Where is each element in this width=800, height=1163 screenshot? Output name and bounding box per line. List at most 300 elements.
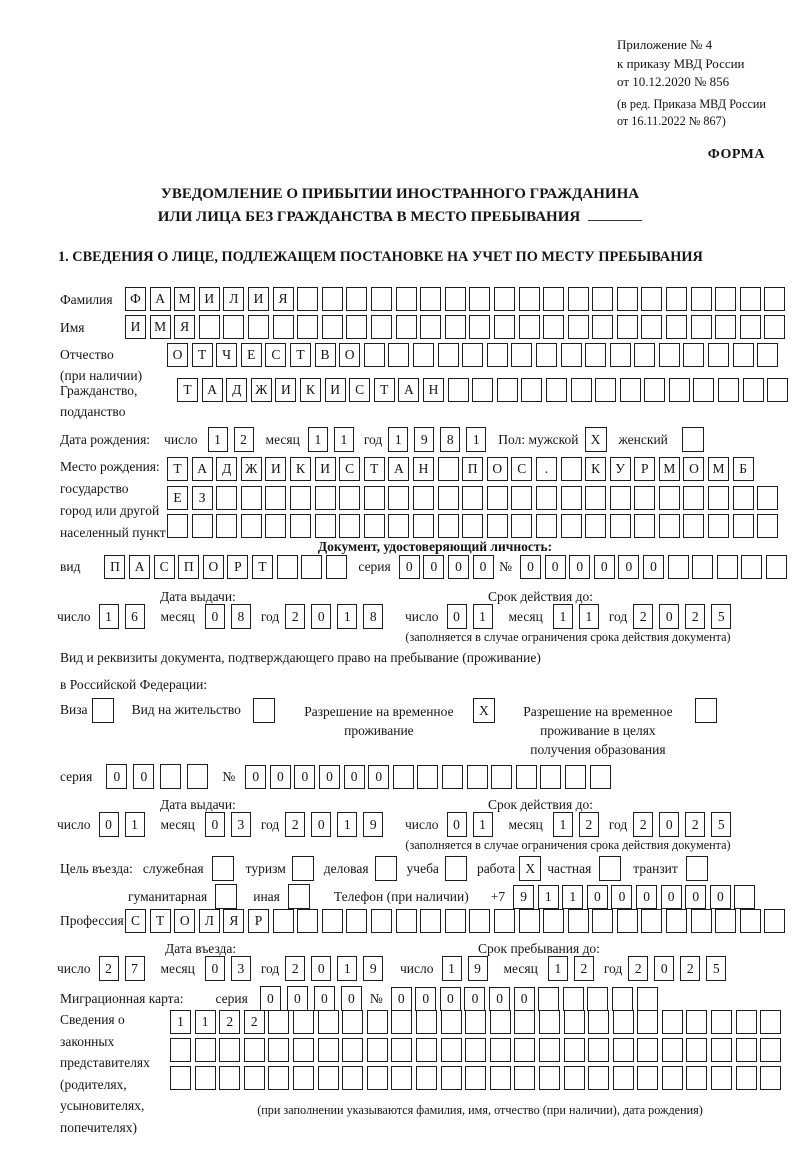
form-cell[interactable] [683,343,704,367]
form-cell[interactable] [708,514,729,538]
form-cell[interactable]: И [315,457,336,481]
form-cell[interactable] [367,1066,388,1090]
form-cell[interactable] [273,315,294,339]
male-checkbox[interactable] [585,427,607,452]
form-cell[interactable]: 0 [368,765,389,789]
stay-year-cells[interactable] [628,956,732,981]
form-cell[interactable] [565,765,586,789]
form-cell[interactable] [662,1010,683,1034]
form-cell[interactable]: 0 [545,555,566,579]
form-cell[interactable]: 1 [195,1010,216,1034]
form-cell[interactable] [391,1066,412,1090]
purpose-humanitarian-checkbox[interactable] [215,884,237,909]
form-cell[interactable]: 1 [308,427,328,452]
residence-valid-year-cells[interactable] [633,812,737,837]
form-cell[interactable] [708,486,729,510]
form-cell[interactable] [490,1038,511,1062]
form-cell[interactable]: З [192,486,213,510]
form-cell[interactable] [641,315,662,339]
form-cell[interactable]: 0 [311,604,331,629]
representatives-cells-row1[interactable] [170,1010,785,1034]
form-cell[interactable] [494,909,515,933]
form-cell[interactable]: 2 [285,604,305,629]
form-cell[interactable]: О [203,555,224,579]
form-cell[interactable]: О [487,457,508,481]
form-cell[interactable] [757,343,778,367]
form-cell[interactable] [490,1010,511,1034]
form-cell[interactable] [445,909,466,933]
form-cell[interactable] [393,765,414,789]
form-cell[interactable] [438,514,459,538]
form-cell[interactable]: П [104,555,125,579]
form-cell[interactable] [588,1010,609,1034]
form-cell[interactable] [588,1066,609,1090]
form-cell[interactable] [736,1038,757,1062]
residence-number-cells[interactable] [245,765,614,789]
form-cell[interactable] [215,884,237,909]
form-cell[interactable] [364,343,385,367]
form-cell[interactable]: 2 [285,812,305,837]
form-cell[interactable] [734,885,755,909]
doc-valid-day-cells[interactable] [447,604,499,629]
form-cell[interactable] [644,378,665,402]
form-cell[interactable] [445,315,466,339]
form-cell[interactable] [248,315,269,339]
form-cell[interactable] [371,315,392,339]
form-cell[interactable] [718,378,739,402]
form-cell[interactable] [741,555,762,579]
form-cell[interactable] [490,1066,511,1090]
form-cell[interactable]: 0 [311,956,331,981]
form-cell[interactable]: Б [733,457,754,481]
form-cell[interactable]: 0 [659,604,679,629]
form-cell[interactable]: X [519,856,541,881]
form-cell[interactable]: 0 [399,555,420,579]
form-cell[interactable]: 0 [205,956,225,981]
form-cell[interactable] [216,514,237,538]
form-cell[interactable]: 0 [423,555,444,579]
form-cell[interactable] [346,909,367,933]
form-cell[interactable] [375,856,397,881]
form-cell[interactable] [342,1010,363,1034]
form-cell[interactable]: Д [216,457,237,481]
form-cell[interactable] [160,764,181,789]
form-cell[interactable] [634,486,655,510]
form-cell[interactable] [519,287,540,311]
form-cell[interactable] [546,378,567,402]
purpose-other-checkbox[interactable] [288,884,310,909]
form-cell[interactable] [736,1010,757,1034]
form-cell[interactable]: 1 [125,812,145,837]
form-cell[interactable] [469,315,490,339]
form-cell[interactable] [691,315,712,339]
form-cell[interactable]: К [585,457,606,481]
form-cell[interactable] [521,378,542,402]
form-cell[interactable] [595,378,616,402]
form-cell[interactable] [241,486,262,510]
form-cell[interactable] [441,1010,462,1034]
form-cell[interactable] [514,1038,535,1062]
form-cell[interactable] [519,315,540,339]
form-cell[interactable]: С [265,343,286,367]
form-cell[interactable] [367,1038,388,1062]
citizenship-cells[interactable] [177,378,792,402]
form-cell[interactable] [371,287,392,311]
purpose-work-checkbox[interactable] [519,856,541,881]
form-cell[interactable] [592,909,613,933]
form-cell[interactable] [659,343,680,367]
form-cell[interactable]: Т [290,343,311,367]
form-cell[interactable]: 1 [442,956,462,981]
form-cell[interactable]: Я [174,315,195,339]
form-cell[interactable] [318,1038,339,1062]
form-cell[interactable] [564,1066,585,1090]
form-cell[interactable] [413,343,434,367]
form-cell[interactable] [442,765,463,789]
form-cell[interactable]: 2 [680,956,700,981]
form-cell[interactable] [760,1066,781,1090]
form-cell[interactable] [92,698,114,723]
form-cell[interactable]: 1 [579,604,599,629]
form-cell[interactable]: 0 [344,765,365,789]
form-cell[interactable] [610,514,631,538]
doc-issue-day-cells[interactable] [99,604,151,629]
form-cell[interactable] [438,343,459,367]
form-cell[interactable]: С [349,378,370,402]
form-cell[interactable] [441,1038,462,1062]
form-cell[interactable]: И [265,457,286,481]
form-cell[interactable]: И [199,287,220,311]
form-cell[interactable] [487,343,508,367]
form-cell[interactable]: Т [177,378,198,402]
form-cell[interactable] [659,514,680,538]
form-cell[interactable]: 1 [473,812,493,837]
form-cell[interactable] [462,343,483,367]
form-cell[interactable] [613,1066,634,1090]
birth-day-cells[interactable] [208,427,260,452]
form-cell[interactable] [487,486,508,510]
form-cell[interactable] [610,486,631,510]
form-cell[interactable]: С [154,555,175,579]
phone-cells[interactable] [513,885,759,909]
form-cell[interactable] [388,486,409,510]
form-cell[interactable] [195,1066,216,1090]
form-cell[interactable]: П [178,555,199,579]
form-cell[interactable] [585,343,606,367]
form-cell[interactable] [187,764,208,789]
form-cell[interactable]: С [511,457,532,481]
form-cell[interactable] [563,987,584,1011]
form-cell[interactable] [293,1066,314,1090]
form-cell[interactable]: 3 [231,956,251,981]
form-cell[interactable] [241,514,262,538]
form-cell[interactable]: О [339,343,360,367]
form-cell[interactable]: Р [634,457,655,481]
form-cell[interactable] [192,514,213,538]
form-cell[interactable]: 0 [106,764,127,789]
form-cell[interactable] [199,315,220,339]
form-cell[interactable] [416,1010,437,1034]
form-cell[interactable] [691,287,712,311]
form-cell[interactable] [494,315,515,339]
form-cell[interactable] [733,514,754,538]
form-cell[interactable]: 0 [661,885,682,909]
form-cell[interactable] [686,1010,707,1034]
form-cell[interactable]: 8 [440,427,460,452]
form-cell[interactable]: 0 [205,604,225,629]
form-cell[interactable] [417,765,438,789]
migration-number-cells[interactable] [391,987,662,1011]
form-cell[interactable] [448,378,469,402]
form-cell[interactable]: Ж [241,457,262,481]
form-cell[interactable] [273,909,294,933]
purpose-study-checkbox[interactable] [445,856,467,881]
form-cell[interactable] [613,1038,634,1062]
form-cell[interactable]: 0 [473,555,494,579]
form-cell[interactable]: 1 [334,427,354,452]
form-cell[interactable] [764,909,785,933]
form-cell[interactable]: М [150,315,171,339]
form-cell[interactable] [487,514,508,538]
form-cell[interactable] [564,1038,585,1062]
form-cell[interactable] [371,909,392,933]
form-cell[interactable]: 0 [99,812,119,837]
form-cell[interactable] [668,555,689,579]
form-cell[interactable] [612,987,633,1011]
form-cell[interactable] [617,287,638,311]
form-cell[interactable]: М [174,287,195,311]
form-cell[interactable]: 2 [685,812,705,837]
form-cell[interactable] [568,287,589,311]
form-cell[interactable] [268,1010,289,1034]
form-cell[interactable] [766,555,787,579]
form-cell[interactable]: 2 [685,604,705,629]
entry-year-cells[interactable] [285,956,389,981]
form-cell[interactable]: 0 [287,986,308,1011]
form-cell[interactable] [637,1010,658,1034]
form-cell[interactable]: Н [423,378,444,402]
form-cell[interactable]: 0 [260,986,281,1011]
doc-kind-cells[interactable] [104,555,350,579]
form-cell[interactable]: 0 [205,812,225,837]
form-cell[interactable] [413,514,434,538]
form-cell[interactable] [634,343,655,367]
form-cell[interactable] [315,514,336,538]
form-cell[interactable]: Т [374,378,395,402]
birth-place-cells-row3[interactable] [167,514,782,538]
residence-permit-checkbox[interactable] [253,698,275,723]
form-cell[interactable]: 1 [337,812,357,837]
form-cell[interactable] [760,1010,781,1034]
form-cell[interactable]: 2 [633,604,653,629]
form-cell[interactable]: Ч [216,343,237,367]
form-cell[interactable] [757,486,778,510]
form-cell[interactable] [637,1066,658,1090]
form-cell[interactable] [265,486,286,510]
purpose-tourism-checkbox[interactable] [292,856,314,881]
form-cell[interactable] [472,378,493,402]
form-cell[interactable] [666,315,687,339]
form-cell[interactable]: И [125,315,146,339]
form-cell[interactable] [693,378,714,402]
form-cell[interactable] [438,457,459,481]
form-cell[interactable]: 0 [314,986,335,1011]
form-cell[interactable]: 1 [473,604,493,629]
residence-series-cells[interactable] [106,764,214,789]
form-cell[interactable] [244,1038,265,1062]
form-cell[interactable] [669,378,690,402]
form-cell[interactable] [585,486,606,510]
form-cell[interactable] [764,315,785,339]
form-cell[interactable] [195,1038,216,1062]
form-cell[interactable]: А [129,555,150,579]
stay-month-cells[interactable] [548,956,600,981]
form-cell[interactable] [318,1066,339,1090]
form-cell[interactable] [367,1010,388,1034]
form-cell[interactable] [568,909,589,933]
form-cell[interactable] [315,486,336,510]
form-cell[interactable]: 1 [170,1010,191,1034]
form-cell[interactable] [711,1066,732,1090]
form-cell[interactable] [290,514,311,538]
visa-checkbox[interactable] [92,698,114,723]
form-cell[interactable] [561,457,582,481]
form-cell[interactable] [420,315,441,339]
form-cell[interactable]: Т [167,457,188,481]
form-cell[interactable]: М [659,457,680,481]
form-cell[interactable]: X [473,698,495,723]
form-cell[interactable] [268,1066,289,1090]
form-cell[interactable]: 9 [513,885,534,909]
form-cell[interactable] [288,884,310,909]
form-cell[interactable] [543,315,564,339]
form-cell[interactable] [683,514,704,538]
surname-cells[interactable] [125,287,789,311]
form-cell[interactable] [538,987,559,1011]
female-checkbox[interactable] [682,427,704,452]
form-cell[interactable] [692,555,713,579]
form-cell[interactable] [514,1066,535,1090]
birth-place-cells-row2[interactable] [167,486,782,510]
form-cell[interactable] [462,514,483,538]
form-cell[interactable] [686,856,708,881]
doc-issue-year-cells[interactable] [285,604,389,629]
form-cell[interactable] [767,378,788,402]
form-cell[interactable] [420,909,441,933]
form-cell[interactable] [641,287,662,311]
form-cell[interactable]: Т [364,457,385,481]
form-cell[interactable] [438,486,459,510]
doc-issue-month-cells[interactable] [205,604,257,629]
form-cell[interactable] [170,1066,191,1090]
form-cell[interactable] [715,287,736,311]
form-cell[interactable]: А [150,287,171,311]
form-cell[interactable] [388,343,409,367]
form-cell[interactable] [445,287,466,311]
form-cell[interactable] [253,698,275,723]
form-cell[interactable]: 0 [587,885,608,909]
form-cell[interactable] [346,315,367,339]
residence-issue-year-cells[interactable] [285,812,389,837]
form-cell[interactable] [416,1066,437,1090]
form-cell[interactable]: 0 [447,604,467,629]
form-cell[interactable]: Р [227,555,248,579]
form-cell[interactable]: 0 [341,986,362,1011]
form-cell[interactable] [212,856,234,881]
form-cell[interactable]: 6 [125,604,145,629]
form-cell[interactable] [292,856,314,881]
form-cell[interactable] [391,1010,412,1034]
form-cell[interactable]: Д [226,378,247,402]
form-cell[interactable]: 1 [548,956,568,981]
purpose-official-checkbox[interactable] [212,856,234,881]
form-cell[interactable]: 0 [685,885,706,909]
form-cell[interactable] [682,427,704,452]
form-cell[interactable] [420,287,441,311]
form-cell[interactable] [293,1010,314,1034]
doc-series-cells[interactable] [399,555,497,579]
form-cell[interactable]: О [167,343,188,367]
form-cell[interactable]: 1 [388,427,408,452]
form-cell[interactable] [666,287,687,311]
form-cell[interactable]: 0 [710,885,731,909]
form-cell[interactable] [167,514,188,538]
form-cell[interactable]: 0 [391,987,412,1011]
form-cell[interactable] [641,909,662,933]
form-cell[interactable] [666,909,687,933]
form-cell[interactable] [539,1038,560,1062]
form-cell[interactable]: 1 [337,956,357,981]
form-cell[interactable] [413,486,434,510]
form-cell[interactable] [301,555,322,579]
form-cell[interactable]: 0 [447,812,467,837]
doc-number-cells[interactable] [520,555,791,579]
form-cell[interactable]: И [248,287,269,311]
form-cell[interactable] [396,909,417,933]
form-cell[interactable]: Т [192,343,213,367]
form-cell[interactable]: Ж [251,378,272,402]
form-cell[interactable] [297,315,318,339]
form-cell[interactable] [326,555,347,579]
form-cell[interactable]: 1 [208,427,228,452]
form-cell[interactable] [511,343,532,367]
form-cell[interactable]: А [202,378,223,402]
form-cell[interactable]: 1 [337,604,357,629]
form-cell[interactable] [764,287,785,311]
form-cell[interactable]: В [315,343,336,367]
form-cell[interactable]: 0 [245,765,266,789]
form-cell[interactable]: Е [241,343,262,367]
form-cell[interactable] [469,909,490,933]
form-cell[interactable] [571,378,592,402]
form-cell[interactable] [244,1066,265,1090]
form-cell[interactable] [620,378,641,402]
form-cell[interactable]: 5 [711,812,731,837]
form-cell[interactable]: 1 [538,885,559,909]
form-cell[interactable]: 2 [574,956,594,981]
form-cell[interactable] [711,1038,732,1062]
form-cell[interactable] [342,1066,363,1090]
form-cell[interactable]: 2 [285,956,305,981]
form-cell[interactable]: 2 [628,956,648,981]
form-cell[interactable]: 0 [133,764,154,789]
entry-month-cells[interactable] [205,956,257,981]
form-cell[interactable]: 0 [311,812,331,837]
form-cell[interactable]: 9 [363,812,383,837]
form-cell[interactable] [497,378,518,402]
form-cell[interactable] [564,1010,585,1034]
form-cell[interactable]: 8 [231,604,251,629]
